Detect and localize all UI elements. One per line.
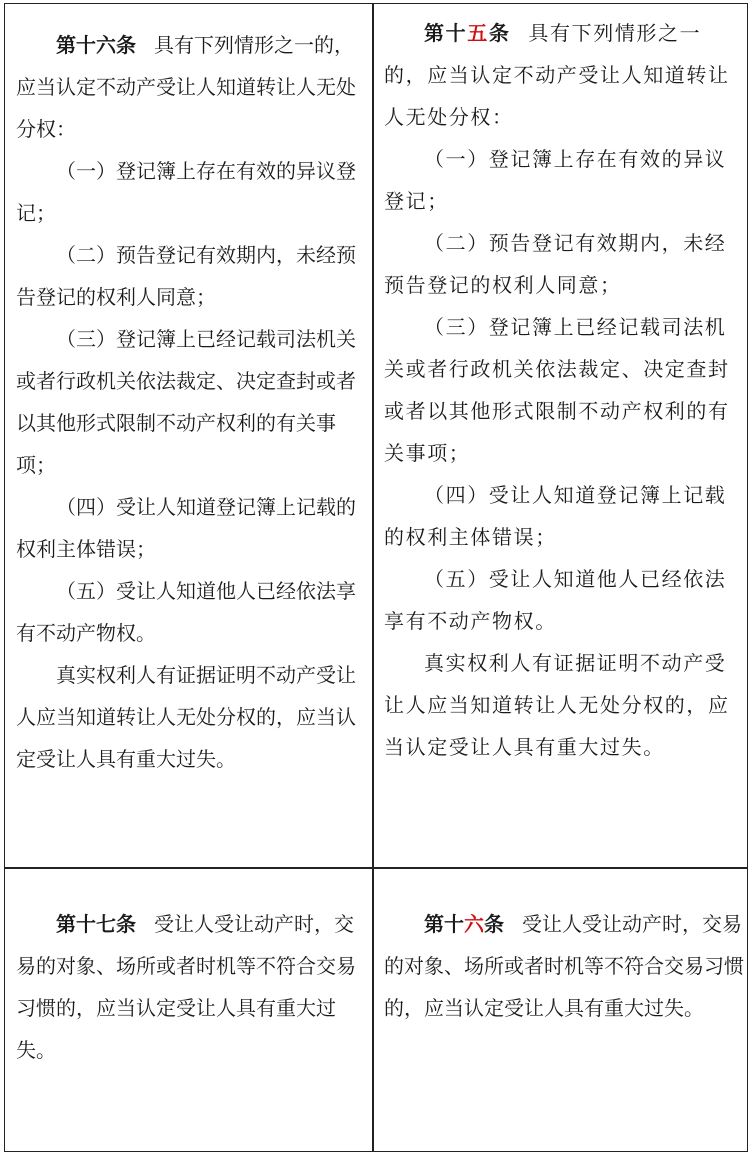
row-divider [4,867,748,869]
new-article-15-cell [384,12,744,768]
clause-3: （三）登记簿上已经记载司法机关或者行政机关依法裁定、决定查封或者以其他形式限制不动产权利的有关事项； [16,327,356,477]
old-article-16-lead: 第十六条 具有下列情形之一的，应当认定不动产受让人知道转让人无处分权： [16,33,356,141]
clause-1: （一）登记簿上存在有效的异议登记； [384,147,727,213]
article-heading: 第十七条 [56,912,136,936]
closing-paragraph: 真实权利人有证据证明不动产受让人应当知道转让人无处分权的，应当认定受让人具有重大过失。 [384,651,730,759]
clause-2: （二）预告登记有效期内，未经预告登记的权利人同意； [384,231,727,297]
old-article-16-cell [16,24,368,780]
clause-3: （三）登记簿上已经记载司法机关或者行政机关依法裁定、决定查封或者以其他形式限制不动产权利的有关事项； [384,315,730,465]
article-heading: 第十五条 [424,21,511,45]
clause-4: （四）受让人知道登记簿上记载的权利主体错误； [384,483,727,549]
changed-number: 五 [467,21,489,45]
clause-5: （五）受让人知道他人已经依法享有不动产物权。 [384,567,727,633]
old-article-17-text: 第十七条 受让人受让动产时，交易的对象、场所或者时机等不符合交易习惯的，应当认定受让人具有重大过失。 [16,912,356,1062]
changed-number: 六 [464,912,484,936]
column-divider [372,3,374,1152]
article-heading: 第十六条 [56,33,136,57]
new-article-15-lead: 第十五条 具有下列情形之一的，应当认定不动产受让人知道转让人无处分权： [384,21,730,129]
closing-paragraph: 真实权利人有证据证明不动产受让人应当知道转让人无处分权的，应当认定受让人具有重大过失。 [16,663,356,771]
old-article-17-cell [16,903,368,1071]
clause-1: （一）登记簿上存在有效的异议登记； [16,159,356,225]
clause-5: （五）受让人知道他人已经依法享有不动产物权。 [16,579,356,645]
article-heading: 第十六条 [424,912,504,936]
clause-4: （四）受让人知道登记簿上记载的权利主体错误； [16,495,356,561]
new-article-16-text: 第十六条 受让人受让动产时，交易的对象、场所或者时机等不符合交易习惯的，应当认定受让人具有重大过失。 [384,912,744,1020]
clause-2: （二）预告登记有效期内，未经预告登记的权利人同意； [16,243,356,309]
new-article-16-cell [384,903,744,1029]
